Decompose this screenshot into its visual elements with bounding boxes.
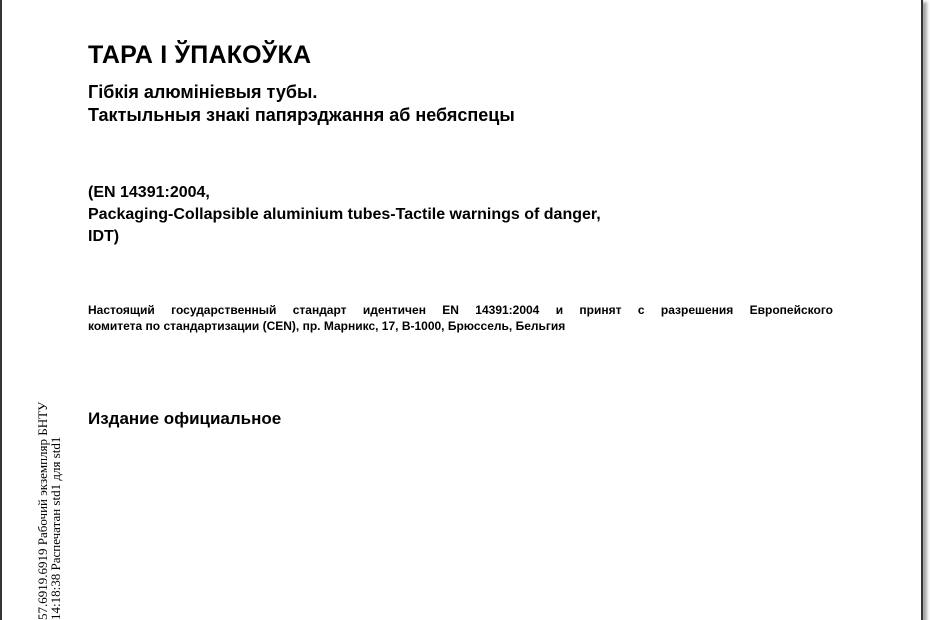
side-stamp-line: 14:18:38 Распечатан std1 для std1 xyxy=(48,436,63,620)
subtitle-line: Тактыльныя знакі папярэджання аб небяспецы xyxy=(88,105,515,125)
en-reference xyxy=(88,182,601,248)
notice-line: Настоящий государственный стандарт идентичен EN 14391:2004 и принят с разрешения Европейского xyxy=(88,303,833,317)
document-title: ТАРА І ЎПАКОЎКА xyxy=(88,41,312,69)
document-subtitle xyxy=(88,81,515,127)
en-reference-line: Packaging-Collapsible aluminium tubes-Tactile warnings of danger, xyxy=(88,206,601,223)
edition-label: Издание официальное xyxy=(88,409,282,428)
side-stamp xyxy=(36,402,62,620)
en-reference-line: (EN 14391:2004, xyxy=(88,184,210,201)
side-stamp-line: 57.6919.6919 Рабочий экземпляр БНТУ xyxy=(35,401,50,620)
en-reference-line: IDT) xyxy=(88,228,120,245)
identity-notice xyxy=(88,302,833,334)
subtitle-line: Гібкія алюмініевыя тубы. xyxy=(88,82,318,102)
notice-line: комитета по стандартизации (CEN), пр. Марникс, 17, B-1000, Брюссель, Бельгия xyxy=(88,319,566,333)
